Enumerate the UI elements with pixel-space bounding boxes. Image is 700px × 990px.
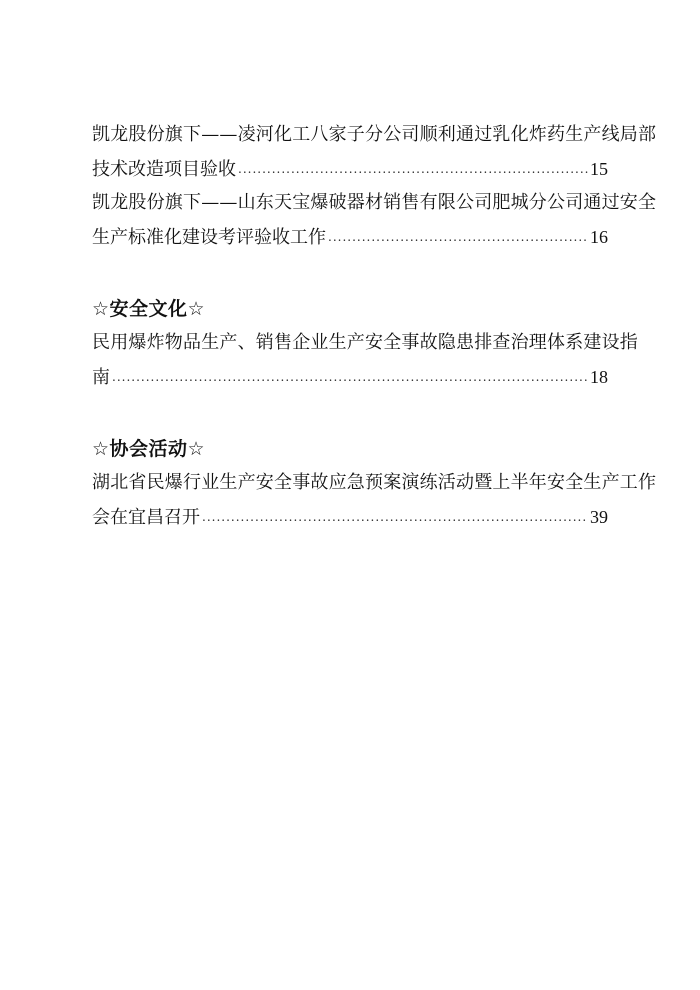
toc-entry-tianbao[interactable] [92,186,657,254]
toc-entry-continuation [92,500,608,534]
toc-leader-dots [112,360,588,394]
toc-entry-title: 民用爆炸物品生产、销售企业生产安全事故隐患排查治理体系建设指 [92,332,638,353]
toc-entry-continuation [92,220,608,254]
toc-page-number: 18 [590,367,608,387]
toc-page-number: 15 [590,159,608,179]
toc-leader-dots [328,220,588,254]
toc-page-number: 39 [590,507,608,527]
toc-page-number: 16 [590,227,608,247]
table-of-contents [92,118,657,534]
toc-entry-title-tail: 南 [92,367,110,388]
toc-entry-title: 凯龙股份旗下——凌河化工八家子分公司顺利通过乳化炸药生产线局部 [92,124,657,145]
toc-entry-title-tail: 生产标准化建设考评验收工作 [92,227,326,248]
toc-entry-title-tail: 技术改造项目验收 [92,159,236,180]
toc-entry-hazard-guide[interactable] [92,326,638,394]
toc-entry-title: 湖北省民爆行业生产安全事故应急预案演练活动暨上半年安全生产工作 [92,472,657,493]
toc-entry-hubei-drill[interactable] [92,466,657,534]
toc-entry-title: 凯龙股份旗下——山东天宝爆破器材销售有限公司肥城分公司通过安全 [92,192,657,213]
toc-entry-linghe[interactable] [92,118,657,186]
toc-entry-title-tail: 会在宜昌召开 [92,507,200,528]
toc-leader-dots [202,500,588,534]
section-heading-association: ☆协会活动☆ [92,438,206,460]
toc-entry-continuation [92,360,608,394]
section-heading-safety-culture: ☆安全文化☆ [92,298,206,320]
toc-leader-dots [238,152,588,186]
toc-entry-continuation [92,152,608,186]
